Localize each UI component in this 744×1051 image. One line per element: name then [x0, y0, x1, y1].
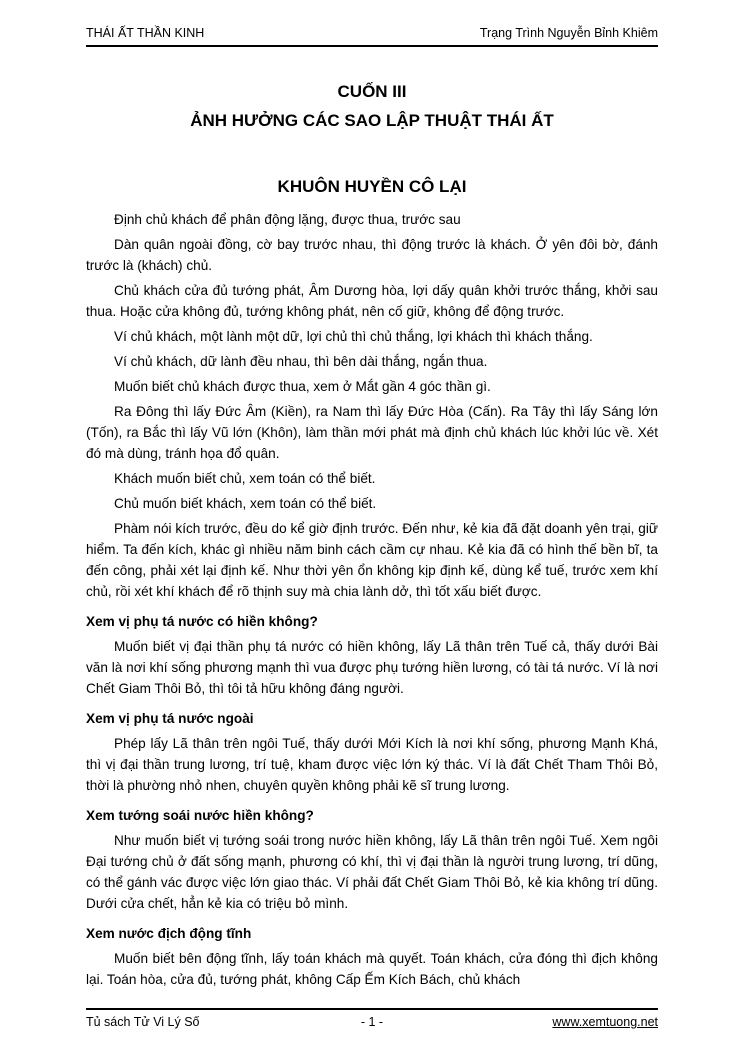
section-heading: Xem vị phụ tá nước có hiền không? — [86, 614, 318, 630]
body-paragraph: Muốn biết chủ khách được thua, xem ở Mắt gần 4 góc thần gì. — [114, 379, 491, 395]
body-paragraph: Như muốn biết vị tướng soái trong nước hiền không, lấy Lã thân trên ngôi Tuế. Xem ngôi Đại tướng chủ ở đất sống mạnh, phương có khí, thì vị đại thần là người trung lương, trí dũng, có thể gánh vác được việc lớn giao thác. Ví phải đất Chết Giam Thôi Bỏ, kẻ kia không trí dũng. Dưới cửa chết, hẳn kẻ kia có triệu bỏ mình. — [86, 833, 658, 912]
header-book-title: THÁI ẤT THẦN KINH — [86, 26, 205, 40]
page-footer — [86, 1008, 658, 1029]
body-paragraph: Ví chủ khách, dữ lành đều nhau, thì bên dài thắng, ngắn thua. — [114, 354, 488, 370]
section-heading: Xem tướng soái nước hiền không? — [86, 808, 314, 824]
body-paragraph: Định chủ khách để phân động lặng, được thua, trước sau — [114, 212, 461, 228]
body-paragraph: Phép lấy Lã thân trên ngôi Tuế, thấy dưới Mới Kích là nơi khí sống, phương Mạnh Khá, thì vị đại thần trung lương, trí tuệ, kham được việc lớn ký thác. Ví là đất Chết Tham Thôi Bỏ, thời là phường nhỏ nhen, chuyên quyền không phải kẽ sĩ trung lương. — [86, 736, 658, 794]
body-paragraph: Dàn quân ngoài đồng, cờ bay trước nhau, thì động trước là khách. Ở yên đôi bờ, đánh trước là (khách) chủ. — [86, 237, 658, 274]
content-blocks — [86, 209, 658, 990]
body-paragraph: Muốn biết vị đại thần phụ tá nước có hiền không, lấy Lã thân trên Tuế cả, thấy dưới Bài văn là nơi khí sống phương mạnh thì vua được phụ tướng hiền lương, có tài tá nước. Ví là nơi Chết Giam Thôi Bỏ, thì tôi tả hữu không đáng người. — [86, 639, 658, 697]
body-paragraph: Chủ khách cửa đủ tướng phát, Âm Dương hòa, lợi dấy quân khởi trước thắng, khởi sau thua. Hoặc cửa không đủ, tướng không phát, nên cố giữ, không để động trước. — [86, 283, 658, 320]
footer-website-link[interactable]: www.xemtuong.net — [552, 1015, 658, 1029]
header-author: Trạng Trình Nguyễn Bỉnh Khiêm — [479, 26, 658, 40]
volume-subtitle: ẢNH HƯỞNG CÁC SAO LẬP THUẬT THÁI ẤT — [190, 111, 554, 131]
section-heading: Xem nước địch động tĩnh — [86, 926, 252, 942]
body-paragraph: Ví chủ khách, một lành một dữ, lợi chủ thì chủ thắng, lợi khách thì khách thắng. — [114, 329, 593, 345]
document-body — [86, 82, 658, 994]
section-title: KHUÔN HUYỀN CÔ LẠI — [277, 176, 467, 196]
section-heading: Xem vị phụ tá nước ngoài — [86, 711, 254, 727]
body-paragraph: Phàm nói kích trước, đều do kể giờ định trước. Đến như, kẻ kia đã đặt doanh yên trại, giữ hiểm. Ta đến kích, khác gì nhiều năm binh cách cầm cự nhau. Kẻ kia đã có hình thế bền bĩ, ta đến công, phải xét lại định kế. Như thời yên ổn không kịp định kế, dùng kể tuế, trước xem khí chủ, rồi xét khí khách để rõ thịnh suy mà chia lành dở, thì tốt xấu biết được. — [86, 521, 658, 600]
page-number: - 1 - — [360, 1015, 384, 1029]
body-paragraph: Khách muốn biết chủ, xem toán có thể biết. — [114, 471, 376, 487]
body-paragraph: Chủ muốn biết khách, xem toán có thể biết. — [114, 496, 377, 512]
body-paragraph: Ra Đông thì lấy Đức Âm (Kiền), ra Nam thì lấy Đức Hòa (Cấn). Ra Tây thì lấy Sáng lớn (Tốn), ra Bắc thì lấy Vũ lớn (Khôn), làm thần mới phát mà định chủ khách lúc khởi lúc về. Xét đó mà dùng, tránh họa đổ quân. — [86, 404, 658, 462]
body-paragraph: Muốn biết bên động tĩnh, lấy toán khách mà quyết. Toán khách, cửa đóng thì địch không lại. Toán hòa, cửa đủ, tướng phát, không Cấp Ếm Kích Bách, chủ khách — [86, 951, 658, 988]
page-header — [86, 26, 658, 47]
footer-series-label: Tủ sách Tử Vi Lý Số — [86, 1015, 200, 1029]
volume-title: CUỐN III — [337, 82, 407, 101]
